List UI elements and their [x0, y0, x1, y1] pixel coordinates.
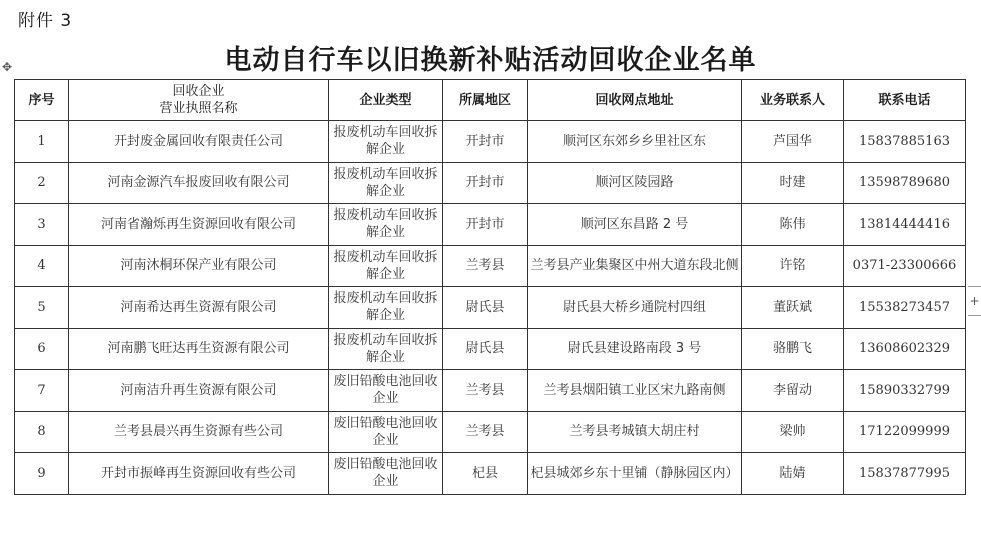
cell-index: 9: [15, 453, 69, 495]
cell-address: 顺河区陵园路: [528, 162, 742, 204]
cell-index: 5: [15, 287, 69, 329]
cell-region: 开封市: [443, 121, 528, 163]
table-row: [15, 370, 966, 412]
cell-address: 兰考县产业集聚区中州大道东段北侧: [528, 245, 742, 287]
cell-phone: 15890332799: [844, 370, 966, 412]
cell-company: 开封市振峰再生资源回收有些公司: [69, 453, 329, 495]
cell-company: 河南洁升再生资源有限公司: [69, 370, 329, 412]
cell-type: 报废机动车回收拆解企业: [329, 287, 443, 329]
table-row: [15, 453, 966, 495]
cell-company: 兰考县晨兴再生资源有些公司: [69, 411, 329, 453]
table-row: [15, 162, 966, 204]
cell-type: 废旧铅酸电池回收企业: [329, 453, 443, 495]
cell-region: 兰考县: [443, 370, 528, 412]
cell-address: 杞县城郊乡东十里铺（静脉园区内）: [528, 453, 742, 495]
company-table: [14, 79, 966, 495]
cell-contact: 陆婧: [742, 453, 844, 495]
cell-type: 废旧铅酸电池回收企业: [329, 370, 443, 412]
header-company: [69, 80, 329, 121]
cell-index: 4: [15, 245, 69, 287]
table-row: [15, 411, 966, 453]
cell-region: 尉氏县: [443, 287, 528, 329]
cell-company: 河南鹏飞旺达再生资源有限公司: [69, 328, 329, 370]
cell-contact: 骆鹏飞: [742, 328, 844, 370]
cell-index: 1: [15, 121, 69, 163]
cell-address: 尉氏县大桥乡通院村四组: [528, 287, 742, 329]
cell-type: 报废机动车回收拆解企业: [329, 245, 443, 287]
table-row: [15, 204, 966, 246]
cell-index: 3: [15, 204, 69, 246]
cell-address: 顺河区东昌路 2 号: [528, 204, 742, 246]
cell-phone: 15837885163: [844, 121, 966, 163]
cell-company: 河南金源汽车报废回收有限公司: [69, 162, 329, 204]
table-row: [15, 287, 966, 329]
cell-company: 开封废金属回收有限责任公司: [69, 121, 329, 163]
page-title: 电动自行车以旧换新补贴活动回收企业名单: [224, 45, 757, 76]
cell-index: 8: [15, 411, 69, 453]
cell-phone: 0371-23300666: [844, 245, 966, 287]
cell-type: 废旧铅酸电池回收企业: [329, 411, 443, 453]
cell-company: 河南希达再生资源有限公司: [69, 287, 329, 329]
cell-phone: 15837877995: [844, 453, 966, 495]
cell-address: 尉氏县建设路南段 3 号: [528, 328, 742, 370]
cell-phone: 13814444416: [844, 204, 966, 246]
move-handle-icon[interactable]: ✥: [1, 60, 13, 74]
cell-type: 报废机动车回收拆解企业: [329, 204, 443, 246]
header-phone: 联系电话: [844, 80, 966, 121]
cell-type: 报废机动车回收拆解企业: [329, 121, 443, 163]
cell-region: 兰考县: [443, 411, 528, 453]
plus-icon[interactable]: +: [968, 286, 981, 316]
table-row: [15, 121, 966, 163]
attachment-label: 附件 3: [18, 11, 73, 31]
cell-region: 杞县: [443, 453, 528, 495]
cell-contact: 董跃斌: [742, 287, 844, 329]
cell-contact: 芦国华: [742, 121, 844, 163]
header-address: 回收网点地址: [528, 80, 742, 121]
header-index: 序号: [15, 80, 69, 121]
header-type: 企业类型: [329, 80, 443, 121]
cell-phone: 15538273457: [844, 287, 966, 329]
cell-contact: 梁帅: [742, 411, 844, 453]
cell-address: 兰考县烟阳镇工业区宋九路南侧: [528, 370, 742, 412]
cell-phone: 13608602329: [844, 328, 966, 370]
table-header-row: [15, 80, 966, 121]
cell-type: 报废机动车回收拆解企业: [329, 328, 443, 370]
cell-region: 尉氏县: [443, 328, 528, 370]
cell-contact: 李留动: [742, 370, 844, 412]
cell-phone: 13598789680: [844, 162, 966, 204]
header-contact: 业务联系人: [742, 80, 844, 121]
cell-company: 河南省瀚烁再生资源回收有限公司: [69, 204, 329, 246]
cell-region: 开封市: [443, 204, 528, 246]
cell-company: 河南沐桐环保产业有限公司: [69, 245, 329, 287]
cell-type: 报废机动车回收拆解企业: [329, 162, 443, 204]
table-row: [15, 328, 966, 370]
cell-contact: 时建: [742, 162, 844, 204]
cell-contact: 许铭: [742, 245, 844, 287]
header-region: 所属地区: [443, 80, 528, 121]
cell-region: 开封市: [443, 162, 528, 204]
header-company-line2: 营业执照名称: [159, 101, 238, 116]
cell-index: 2: [15, 162, 69, 204]
cell-phone: 17122099999: [844, 411, 966, 453]
header-company-line1: 回收企业: [172, 84, 225, 99]
cell-address: 顺河区东郊乡乡里社区东: [528, 121, 742, 163]
cell-address: 兰考县考城镇大胡庄村: [528, 411, 742, 453]
cell-index: 7: [15, 370, 69, 412]
cell-index: 6: [15, 328, 69, 370]
cell-region: 兰考县: [443, 245, 528, 287]
table-row: [15, 245, 966, 287]
cell-contact: 陈伟: [742, 204, 844, 246]
